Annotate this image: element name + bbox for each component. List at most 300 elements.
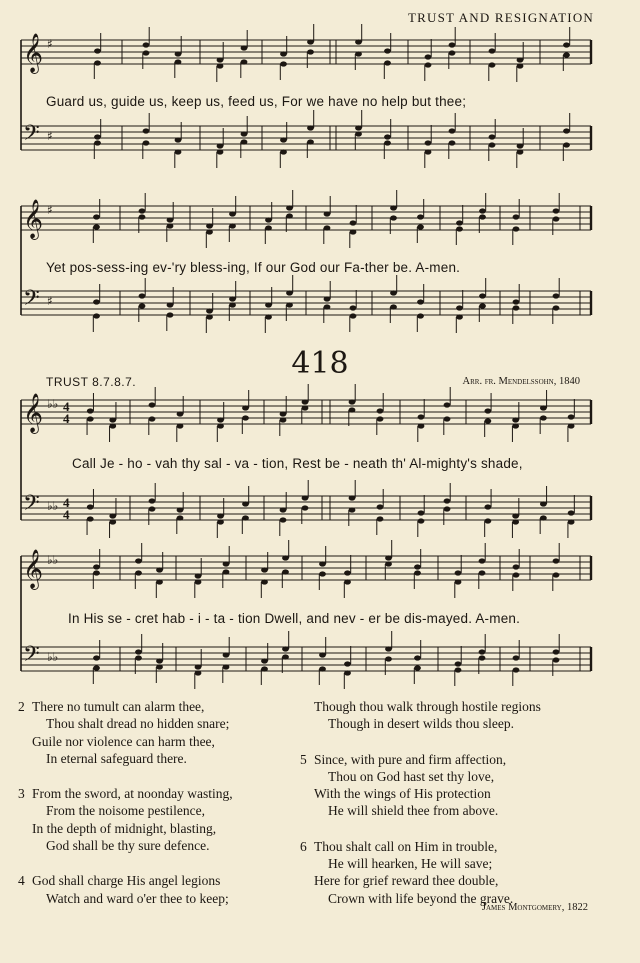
note-head (513, 305, 520, 310)
note-head (175, 51, 182, 56)
note-head (513, 214, 520, 219)
note-head (517, 63, 524, 68)
note-head (175, 59, 182, 64)
note-head (568, 519, 575, 524)
note-head (553, 657, 560, 662)
note-head (229, 296, 236, 301)
note-head (414, 665, 421, 670)
note-head (484, 504, 491, 509)
note-head (418, 414, 425, 419)
note-head (568, 423, 575, 428)
note-head (344, 661, 351, 666)
note-head (175, 137, 182, 142)
note-head (286, 205, 293, 210)
verse-line: He will shield thee from above. (328, 803, 499, 819)
top-hymn-lyric-line-2: Yet pos-sess-ing ev-'ry bless-ing, If our God our Fa-ther be. A-men. (46, 260, 461, 275)
note-head (319, 571, 326, 576)
verse-line: From the sword, at noonday wasting, (32, 786, 233, 802)
note-head (217, 149, 224, 154)
note-head (223, 652, 230, 657)
note-head (390, 205, 397, 210)
verse-line: Here for grief reward thee double, (314, 873, 499, 889)
note-head (517, 57, 524, 62)
note-head (449, 50, 456, 55)
note-head (280, 61, 287, 66)
note-head (414, 564, 421, 569)
note-head (156, 579, 163, 584)
note-head (282, 555, 289, 560)
note-head (513, 564, 520, 569)
note-head (143, 140, 150, 145)
note-head (563, 42, 570, 47)
note-head (479, 214, 486, 219)
note-head (455, 579, 462, 584)
note-head (307, 139, 314, 144)
note-head (513, 226, 520, 231)
note-head (512, 423, 519, 428)
note-head (302, 495, 309, 500)
note-head (414, 655, 421, 660)
key-signature-icon: ♯ (47, 37, 53, 51)
verse-line: He will hearken, He will save; (328, 856, 493, 872)
note-head (384, 140, 391, 145)
note-head (135, 649, 142, 654)
note-head (449, 42, 456, 47)
note-head (87, 408, 94, 413)
note-head (355, 51, 362, 56)
verse-2 (18, 698, 233, 767)
note-head (324, 296, 331, 301)
note-head (261, 666, 268, 671)
note-head (93, 570, 100, 575)
note-head (93, 665, 100, 670)
note-head (553, 216, 560, 221)
note-head (489, 134, 496, 139)
note-head (206, 229, 213, 234)
note-head (425, 54, 432, 59)
note-head (156, 658, 163, 663)
note-head (355, 131, 362, 136)
note-head (282, 569, 289, 574)
note-head (425, 140, 432, 145)
treble-clef-icon: 𝄞 (23, 33, 44, 73)
key-signature-icon: ♯ (47, 129, 53, 143)
note-head (87, 416, 94, 421)
note-head (444, 402, 451, 407)
note-head (217, 63, 224, 68)
note-head (280, 411, 287, 416)
note-head (94, 60, 101, 65)
note-head (302, 399, 309, 404)
note-head (489, 62, 496, 67)
note-head (479, 303, 486, 308)
note-head (449, 128, 456, 133)
verse-line: Crown with life beyond the grave. (328, 890, 514, 906)
note-head (286, 290, 293, 295)
note-head (109, 417, 116, 422)
note-head (479, 570, 486, 575)
note-head (286, 302, 293, 307)
note-head (265, 217, 272, 222)
note-head (93, 224, 100, 229)
note-head (282, 646, 289, 651)
note-head (167, 312, 174, 317)
verse-4-continued (314, 698, 541, 733)
note-head (479, 558, 486, 563)
note-head (229, 223, 236, 228)
note-head (418, 510, 425, 515)
note-head (513, 667, 520, 672)
note-head (384, 48, 391, 53)
key-signature-icon: ♭♭ (47, 553, 59, 567)
note-head (109, 513, 116, 518)
note-head (229, 211, 236, 216)
note-head (344, 570, 351, 575)
note-head (242, 415, 249, 420)
note-head (349, 495, 356, 500)
note-head (149, 506, 156, 511)
note-head (149, 402, 156, 407)
treble-clef-icon: 𝄞 (23, 549, 44, 589)
note-head (385, 561, 392, 566)
note-head (177, 423, 184, 428)
note-head (280, 417, 287, 422)
note-head (93, 655, 100, 660)
note-head (206, 314, 213, 319)
note-head (143, 50, 150, 55)
note-head (93, 214, 100, 219)
verse-line: Guile nor violence can harm thee, (32, 733, 215, 749)
note-head (241, 45, 248, 50)
note-head (195, 670, 202, 675)
time-signature-icon: 4 (63, 399, 70, 414)
note-head (217, 417, 224, 422)
note-head (261, 579, 268, 584)
note-head (265, 302, 272, 307)
note-head (175, 149, 182, 154)
note-head (444, 506, 451, 511)
note-head (156, 567, 163, 572)
note-head (355, 125, 362, 130)
note-head (324, 225, 331, 230)
note-head (418, 423, 425, 428)
note-head (135, 655, 142, 660)
note-head (456, 305, 463, 310)
note-head (417, 214, 424, 219)
note-head (513, 572, 520, 577)
note-head (242, 405, 249, 410)
key-signature-icon: ♭♭ (47, 397, 59, 411)
top-hymn-lyric-line-1: Guard us, guide us, keep us, feed us, For we have no help but thee; (46, 94, 467, 109)
hymn-number: 418 (291, 346, 349, 381)
note-head (87, 516, 94, 521)
note-head (139, 208, 146, 213)
note-head (563, 52, 570, 57)
verse-line: Watch and ward o'er thee to keep; (46, 890, 229, 906)
verse-line: Thou on God hast set thy love, (328, 768, 495, 784)
note-head (280, 149, 287, 154)
note-head (167, 217, 174, 222)
hymn-lyric-line-2: In His se - cret hab - i - ta - tion Dwell, and nev - er be dis-mayed. A-men. (68, 611, 521, 626)
note-head (417, 299, 424, 304)
verse-line: Though thou walk through hostile regions (314, 699, 541, 714)
note-head (149, 416, 156, 421)
note-head (384, 134, 391, 139)
note-head (350, 313, 357, 318)
note-head (512, 513, 519, 518)
note-head (553, 208, 560, 213)
note-head (517, 149, 524, 154)
note-head (385, 656, 392, 661)
note-head (109, 519, 116, 524)
running-head: TRUST AND RESIGNATION (407, 10, 594, 25)
key-signature-icon: ♯ (47, 203, 53, 217)
verses-left-column (18, 698, 233, 925)
note-head (139, 214, 146, 219)
note-head (94, 48, 101, 53)
treble-clef-icon: 𝄞 (23, 393, 44, 433)
note-head (456, 226, 463, 231)
note-head (195, 579, 202, 584)
note-head (479, 655, 486, 660)
note-head (319, 652, 326, 657)
time-signature-icon: 4 (63, 411, 70, 426)
note-head (280, 517, 287, 522)
key-signature-icon: ♭♭ (47, 499, 59, 513)
note-head (241, 131, 248, 136)
note-head (484, 418, 491, 423)
note-head (324, 304, 331, 309)
note-head (195, 664, 202, 669)
note-head (177, 411, 184, 416)
note-head (177, 515, 184, 520)
verse-line: Thou shalt call on Him in trouble, (314, 838, 498, 854)
verse-6 (300, 838, 541, 907)
verse-line: From the noisome pestilence, (46, 803, 205, 819)
note-head (414, 570, 421, 575)
note-head (319, 666, 326, 671)
note-head (167, 223, 174, 228)
note-head (307, 39, 314, 44)
note-head (344, 670, 351, 675)
note-head (553, 572, 560, 577)
note-head (349, 399, 356, 404)
note-head (540, 501, 547, 506)
note-head (344, 579, 351, 584)
note-head (489, 48, 496, 53)
verse-3 (18, 785, 233, 854)
note-head (417, 224, 424, 229)
verse-4 (18, 872, 233, 907)
note-head (223, 569, 230, 574)
note-head (217, 423, 224, 428)
note-head (319, 561, 326, 566)
note-head (286, 213, 293, 218)
bass-clef-icon: 𝄢 (23, 286, 40, 316)
note-head (217, 519, 224, 524)
bass-clef-icon: 𝄢 (23, 121, 40, 151)
note-head (377, 416, 384, 421)
note-head (349, 407, 356, 412)
note-head (324, 211, 331, 216)
key-signature-icon: ♭♭ (47, 650, 59, 664)
verse-number: 6 (300, 838, 307, 854)
note-head (217, 143, 224, 148)
note-head (242, 501, 249, 506)
verse-line: God shall be thy sure defence. (46, 838, 210, 854)
verse-line: God shall charge His angel legions (32, 873, 221, 889)
note-head (307, 49, 314, 54)
note-head (139, 293, 146, 298)
note-head (149, 498, 156, 503)
note-head (143, 128, 150, 133)
verse-number: 4 (18, 873, 25, 889)
treble-clef-icon: 𝄞 (23, 199, 44, 239)
bass-clef-icon: 𝄢 (23, 491, 40, 521)
verse-number: 5 (300, 751, 307, 767)
note-head (223, 561, 230, 566)
note-head (553, 293, 560, 298)
note-head (444, 416, 451, 421)
composer-credit: Arr. fr. Mendelssohn, 1840 (462, 376, 580, 387)
time-signature-icon: 4 (63, 507, 70, 522)
note-head (456, 220, 463, 225)
time-signature-icon: 4 (63, 495, 70, 510)
note-head (456, 314, 463, 319)
verse-line: In the depth of midnight, blasting, (32, 820, 217, 836)
note-head (390, 290, 397, 295)
tune-name: TRUST 8.7.8.7. (46, 375, 137, 389)
note-head (350, 220, 357, 225)
note-head (242, 515, 249, 520)
note-head (265, 314, 272, 319)
note-head (302, 505, 309, 510)
note-head (455, 570, 462, 575)
note-head (444, 498, 451, 503)
note-head (455, 661, 462, 666)
verse-line: With the wings of His protection (314, 786, 491, 802)
note-head (223, 664, 230, 669)
author-credit: James Montgomery, 1822 (481, 902, 588, 913)
note-head (479, 293, 486, 298)
note-head (135, 558, 142, 563)
note-head (384, 60, 391, 65)
verse-number: 2 (18, 699, 25, 714)
note-head (484, 518, 491, 523)
note-head (479, 649, 486, 654)
note-head (265, 225, 272, 230)
note-head (135, 570, 142, 575)
note-head (417, 313, 424, 318)
note-head (93, 313, 100, 318)
note-head (93, 564, 100, 569)
note-head (350, 305, 357, 310)
note-head (94, 140, 101, 145)
note-head (563, 128, 570, 133)
verse-5 (300, 751, 541, 820)
verse-line: Since, with pure and firm affection, (314, 751, 507, 767)
note-head (540, 415, 547, 420)
note-head (195, 573, 202, 578)
note-head (418, 518, 425, 523)
verse-line: Though in desert wilds thou sleep. (328, 716, 514, 732)
note-head (87, 504, 94, 509)
note-head (229, 302, 236, 307)
note-head (377, 504, 384, 509)
note-head (241, 139, 248, 144)
note-head (377, 516, 384, 521)
note-head (385, 646, 392, 651)
note-head (540, 515, 547, 520)
note-head (206, 308, 213, 313)
note-head (93, 299, 100, 304)
note-head (425, 149, 432, 154)
note-head (390, 304, 397, 309)
note-head (280, 51, 287, 56)
note-head (489, 142, 496, 147)
note-head (553, 558, 560, 563)
note-head (280, 507, 287, 512)
note-head (385, 555, 392, 560)
note-head (156, 664, 163, 669)
note-head (94, 134, 101, 139)
note-head (425, 62, 432, 67)
note-head (568, 510, 575, 515)
note-head (217, 57, 224, 62)
note-head (109, 423, 116, 428)
key-signature-icon: ♯ (47, 294, 53, 308)
note-head (241, 59, 248, 64)
note-head (377, 408, 384, 413)
note-head (553, 649, 560, 654)
note-head (540, 405, 547, 410)
note-head (484, 408, 491, 413)
note-head (563, 142, 570, 147)
note-head (261, 567, 268, 572)
note-head (261, 658, 268, 663)
note-head (282, 654, 289, 659)
note-head (449, 140, 456, 145)
hymn-lyric-line-1: Call Je - ho - vah thy sal - va - tion, Rest be - neath th' Al-mighty's shade, (72, 456, 523, 471)
note-head (350, 229, 357, 234)
note-head (177, 507, 184, 512)
note-head (349, 507, 356, 512)
verse-line: There no tumult can alarm thee, (32, 699, 205, 714)
note-head (143, 42, 150, 47)
note-head (217, 513, 224, 518)
note-head (553, 305, 560, 310)
note-head (513, 299, 520, 304)
note-head (513, 655, 520, 660)
note-head (167, 302, 174, 307)
note-head (390, 215, 397, 220)
note-head (455, 667, 462, 672)
note-head (280, 137, 287, 142)
note-head (568, 414, 575, 419)
note-head (302, 405, 309, 410)
verse-line: Thou shalt dread no hidden snare; (46, 716, 230, 732)
note-head (479, 208, 486, 213)
verse-line: In eternal safeguard there. (46, 750, 187, 766)
note-head (512, 417, 519, 422)
verse-number: 3 (18, 786, 25, 802)
note-head (307, 125, 314, 130)
note-head (517, 143, 524, 148)
verses-right-column (300, 698, 541, 925)
note-head (206, 223, 213, 228)
bass-clef-icon: 𝄢 (23, 642, 40, 672)
note-head (512, 519, 519, 524)
